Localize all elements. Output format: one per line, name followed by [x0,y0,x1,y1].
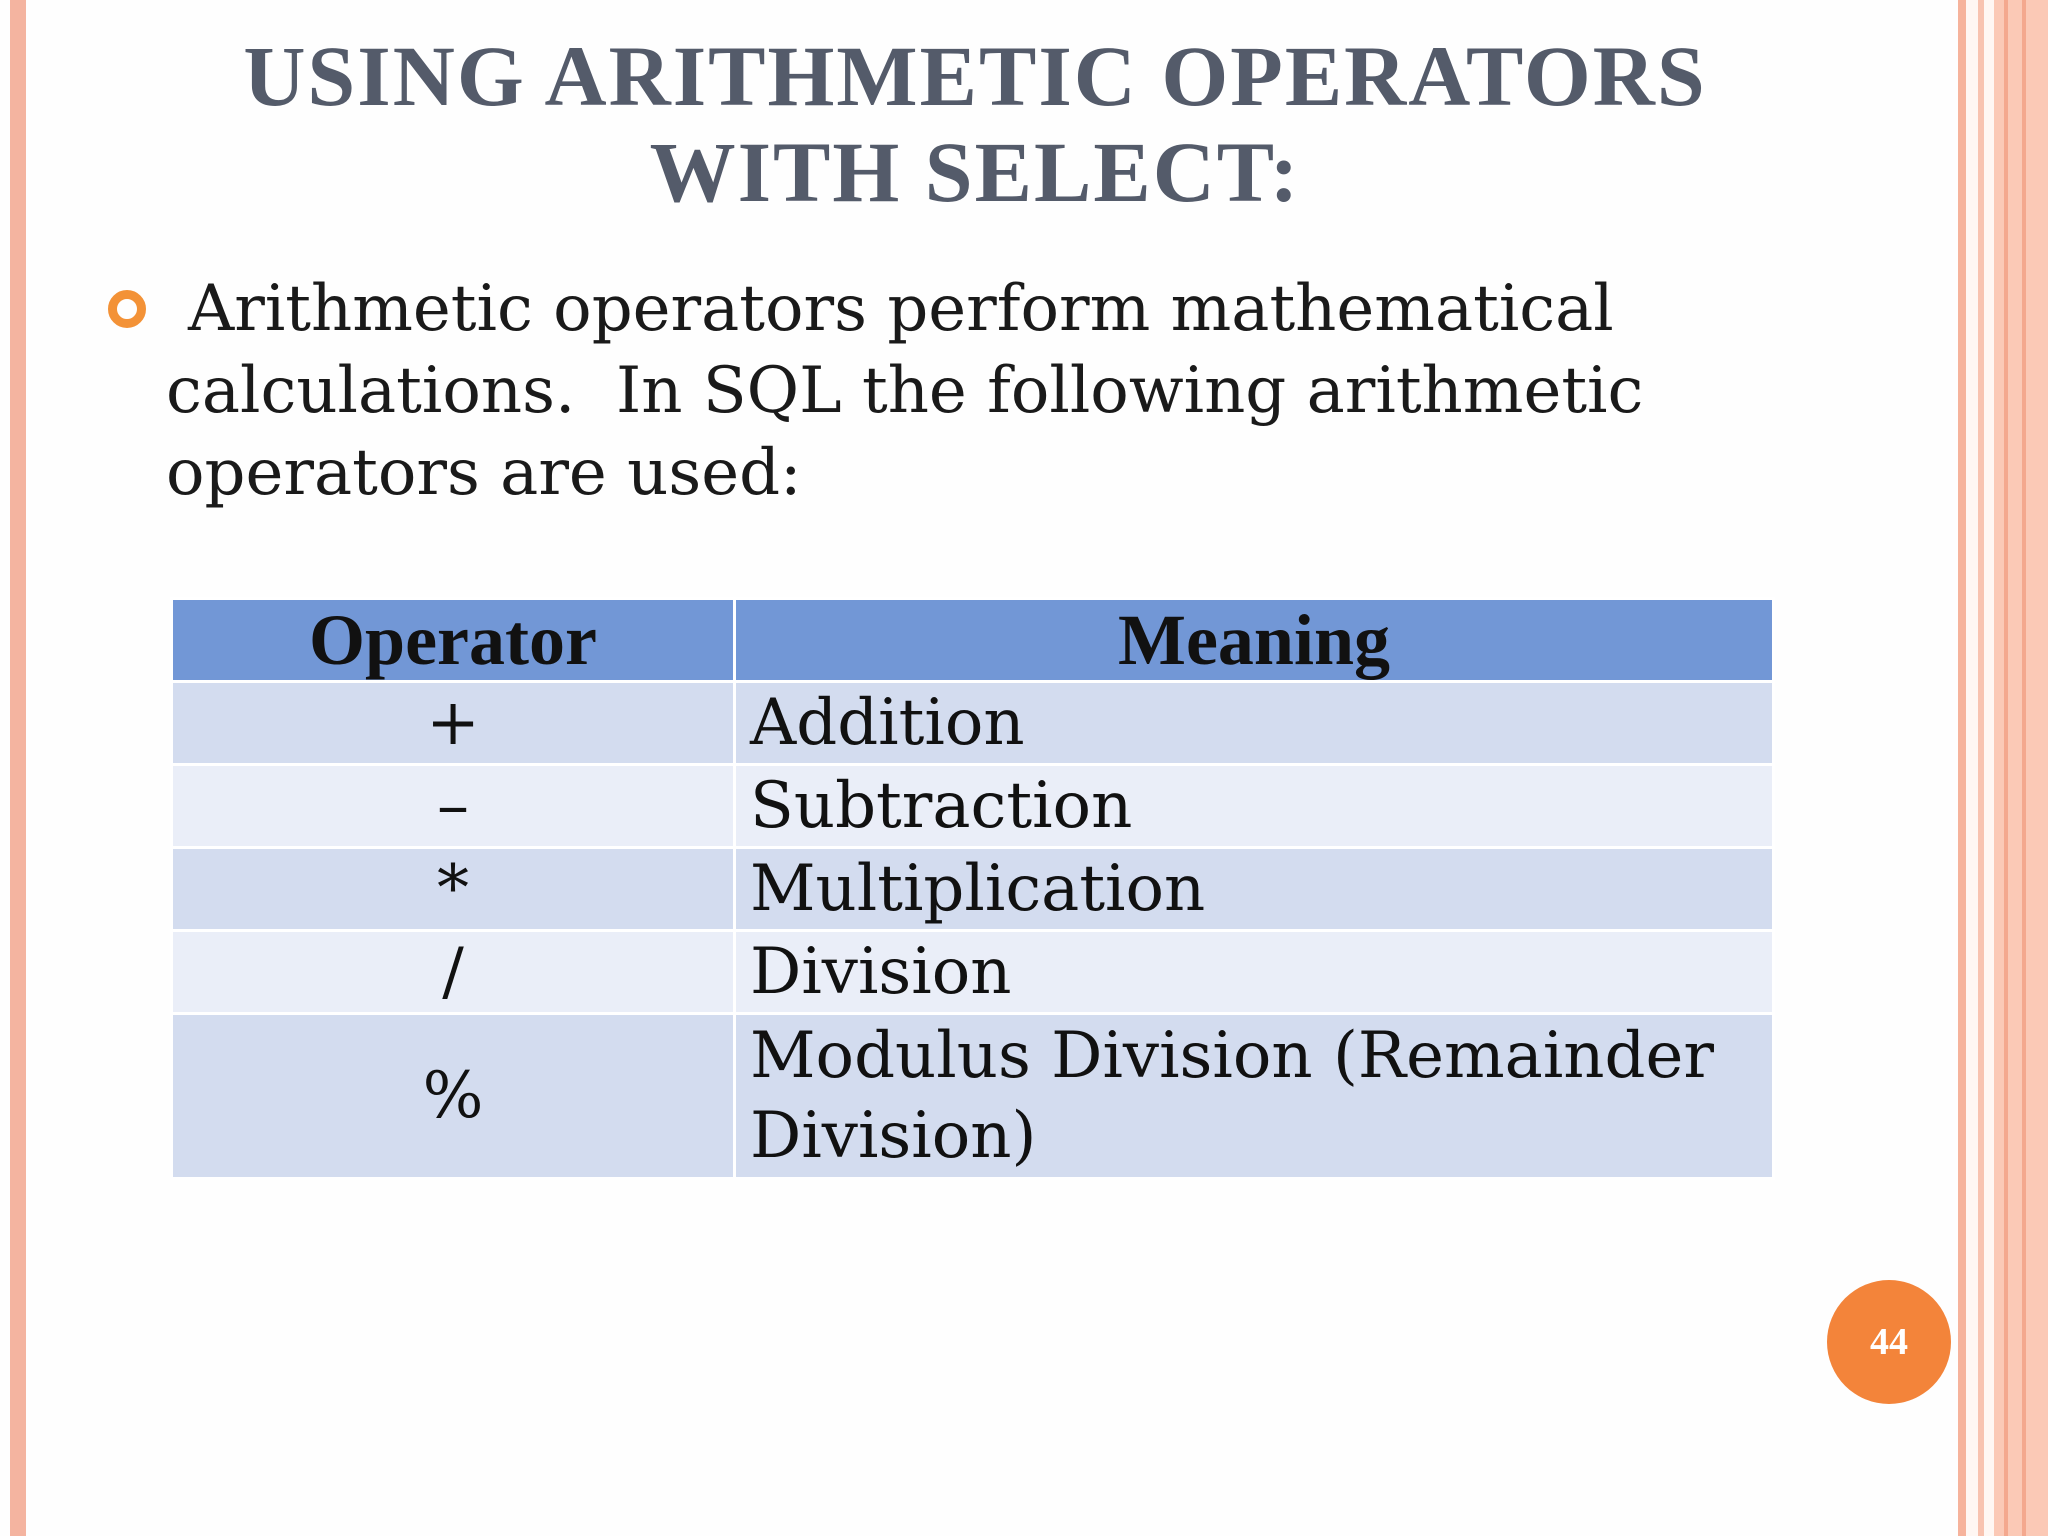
bullet-ring-icon [108,290,146,328]
operator-cell: – [172,765,735,848]
bullet-line-1: Arithmetic operators perform mathematical [188,272,1614,346]
header-operator: Operator [172,599,735,682]
operators-table [170,597,1775,1180]
right-stripe-5 [2022,0,2026,1536]
operator-cell: % [172,1014,735,1179]
table-row [172,765,1774,848]
meaning-cell: Multiplication [735,848,1774,931]
table-row [172,931,1774,1014]
bullet-paragraph [166,268,1666,514]
left-decor-stripe [10,0,26,1536]
bullet-line-2: calculations. In SQL the following arithmetic [166,354,1644,428]
table-row [172,682,1774,765]
right-stripe-4 [2004,0,2008,1536]
meaning-line-2: Division) [750,1099,1037,1173]
page-number: 44 [1870,1321,1908,1363]
right-decor-band [1958,0,2048,1536]
header-meaning: Meaning [735,599,1774,682]
meaning-cell: Subtraction [735,765,1774,848]
meaning-line-1: Modulus Division (Remainder [750,1019,1714,1093]
meaning-cell [735,1014,1774,1179]
operator-cell: + [172,682,735,765]
title-line-1: USING ARITHMETIC OPERATORS [243,28,1707,124]
operator-cell: / [172,931,735,1014]
right-stripe-1 [1958,0,1966,1536]
right-stripe-2 [1978,0,1984,1536]
table-header-row [172,599,1774,682]
right-stripe-3 [1994,0,2048,1536]
table-row [172,1014,1774,1179]
operator-cell: * [172,848,735,931]
meaning-cell: Addition [735,682,1774,765]
slide-title [170,28,1780,220]
bullet-line-3: operators are used: [166,436,802,510]
meaning-cell: Division [735,931,1774,1014]
page-number-badge [1827,1280,1951,1404]
table-row [172,848,1774,931]
title-line-2: WITH SELECT: [649,124,1301,220]
